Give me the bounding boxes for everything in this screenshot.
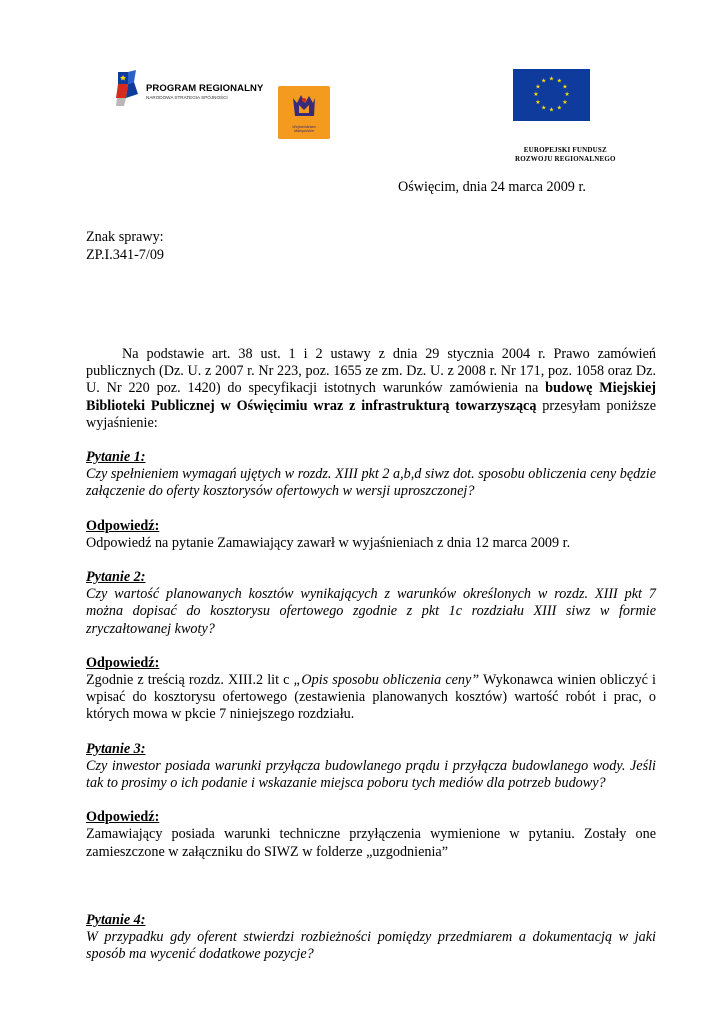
- svg-text:★: ★: [535, 83, 541, 91]
- svg-text:★: ★: [564, 91, 570, 99]
- program-title: PROGRAM REGIONALNY: [146, 83, 264, 94]
- malopolska-crown-icon: [278, 86, 330, 126]
- answer-3-label: Odpowiedź:: [86, 809, 160, 826]
- answer-2-text: [86, 672, 656, 724]
- question-1-label: Pytanie 1:: [86, 449, 146, 466]
- question-2-label: Pytanie 2:: [86, 569, 146, 586]
- eu-caption: [515, 146, 616, 164]
- question-3-text: Czy inwestor posiada warunki przyłącza budowlanego prądu i przyłącza budowlanego wody. Jeśli tak to prosimy o ich podanie i wskazanie miejsca poboru tych mediów dla potrzeb budowy?: [86, 757, 656, 792]
- intro-part-2: przesyłam poniższe wyjaśnienie:: [86, 397, 657, 431]
- intro-paragraph: [86, 346, 656, 432]
- dateline: Oświęcim, dnia 24 marca 2009 r.: [398, 179, 586, 195]
- reference-block: [86, 228, 164, 264]
- question-3-label: Pytanie 3:: [86, 740, 146, 757]
- eu-flag-logo: [513, 69, 590, 121]
- svg-text:★: ★: [548, 106, 555, 114]
- svg-text:★: ★: [548, 75, 555, 83]
- svg-text:★: ★: [541, 77, 547, 85]
- eu-caption-line-1: EUROPEJSKI FUNDUSZ: [523, 146, 607, 154]
- reference-number: ZP.I.341-7/09: [86, 247, 165, 263]
- question-2-text: Czy wartość planowanych kosztów wynikających z warunków określonych w rozdz. XIII pkt 7 można dopisać do kosztorysu ofertowego zgodnie z pkt 1c rozdziału XIII siwz w formie zryczałtowanej kwoty?: [86, 586, 656, 637]
- answer-1-text: Odpowiedź na pytanie Zamawiający zawarł w wyjaśnieniach z dnia 12 marca 2009 r.: [86, 534, 571, 551]
- answer-2-text-part-2: Wykonawca winien obliczyć i wpisać do kosztorysu ofertowego (zestawienia planowanych kosztów) wartość robót i prac, o których mowa w pkcie 7 niniejszego rozdziału.: [86, 672, 656, 723]
- eu-stars-icon: [513, 69, 590, 121]
- answer-2-text-italic: „Opis sposobu obliczenia ceny”: [293, 672, 480, 689]
- reference-label: Znak sprawy:: [86, 229, 164, 245]
- intro-part-1: Na podstawie art. 38 ust. 1 i 2 ustawy z dnia 29 stycznia 2004 r. Prawo zamówień publicznych (Dz. U. z 2007 r. Nr 223, poz. 1655 ze zm. Dz. U. z 2008 r. Nr 171, poz. 1058 oraz Dz. U. Nr 220 poz. 1420) do specyfikacji istotnych warunków zamówienia na: [86, 346, 656, 397]
- program-regionalny-logo: [114, 68, 264, 108]
- question-4-text: W przypadku gdy oferent stwierdzi rozbieżności pomiędzy przedmiarem a dokumentacją w jaki sposób ma wycenić dodatkowe pozycje?: [86, 929, 656, 963]
- malopolska-label-1: Województwo: [292, 124, 316, 129]
- answer-2-text-part-1: Zgodnie z treścią rozdz. XIII.2 lit c: [86, 672, 294, 689]
- svg-text:★: ★: [556, 77, 562, 85]
- svg-text:★: ★: [562, 83, 568, 91]
- question-4-label: Pytanie 4:: [86, 911, 146, 928]
- svg-text:★: ★: [535, 98, 541, 106]
- svg-text:★: ★: [541, 104, 547, 112]
- question-1-text: Czy spełnieniem wymagań ujętych w rozdz. XIII pkt 2 a,b,d siwz dot. sposobu obliczenia ceny będzie załączenie do oferty kosztorysów ofertowych w wersji uproszczonej?: [86, 466, 656, 500]
- intro-bold-subject: budowę Miejskiej Biblioteki Publicznej w Oświęcimiu wraz z infrastrukturą towarzyszącą: [86, 380, 656, 414]
- eu-caption-line-2: ROZWOJU REGIONALNEGO: [515, 155, 616, 163]
- answer-1-label: Odpowiedź:: [86, 517, 160, 534]
- malopolska-label-2: Małopolskie: [293, 128, 315, 133]
- answer-3-text: Zamawiający posiada warunki techniczne przyłączenia wymienione w pytaniu. Zostały one zamieszczone w załączniku do SIWZ w folderze „uzgodnienia”: [86, 826, 656, 860]
- svg-text:★: ★: [562, 98, 568, 106]
- svg-text:★: ★: [533, 91, 539, 99]
- program-subtitle: NARODOWA STRATEGIA SPÓJNOŚCI: [146, 95, 228, 100]
- malopolska-logo: [278, 86, 330, 139]
- program-regionalny-emblem-icon: [114, 68, 144, 108]
- answer-2-label: Odpowiedź:: [86, 654, 160, 671]
- document-body: [86, 346, 656, 963]
- svg-text:★: ★: [556, 104, 562, 112]
- malopolska-text: [278, 125, 330, 133]
